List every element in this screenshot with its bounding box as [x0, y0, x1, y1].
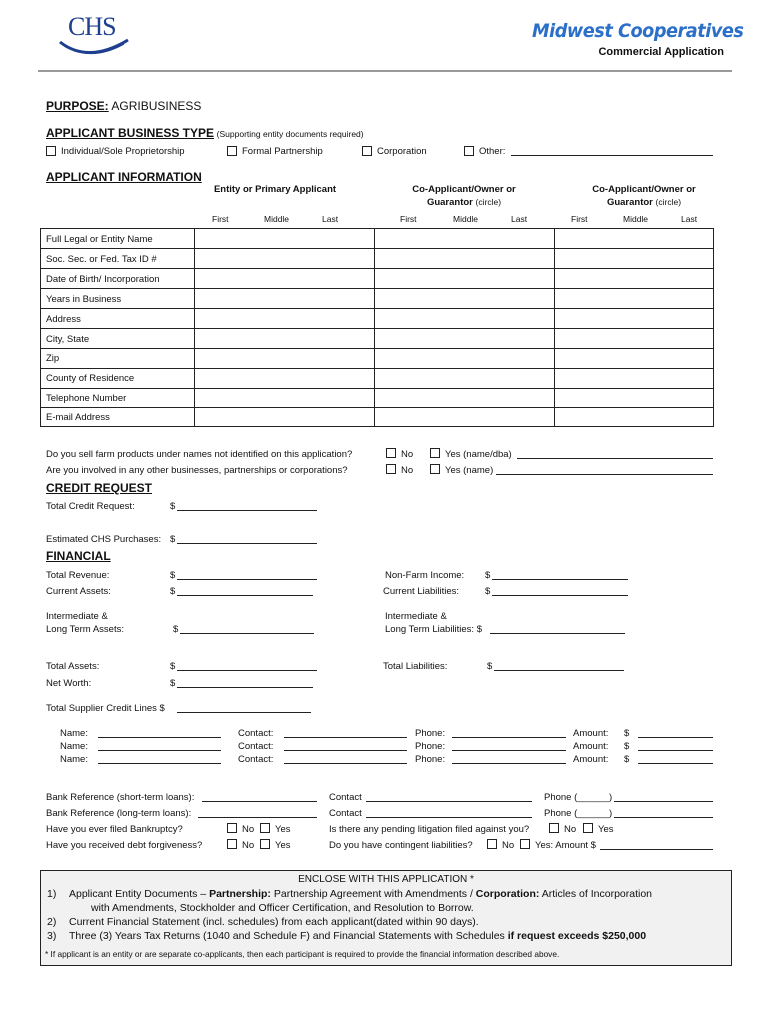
col-coapplicant-1-line2: Guarantor (circle): [426, 197, 502, 208]
supplier-name-label: Name:: [60, 754, 88, 765]
net-worth-label: Net Worth:: [46, 678, 92, 689]
checkbox-contingent-yes[interactable]: [520, 839, 530, 849]
table-row-divider: [40, 407, 714, 408]
sub-first-3: First: [571, 214, 588, 224]
question-other-businesses: Are you involved in any other businesses, partnerships or corporations?: [46, 465, 348, 476]
supplier-amount-label: Amount:: [573, 728, 609, 739]
supplier-name-input[interactable]: [98, 750, 221, 751]
other-input[interactable]: [511, 155, 713, 156]
total-revenue-label: Total Revenue:: [46, 570, 110, 581]
total-assets-input[interactable]: [177, 670, 317, 671]
enclose-box: [40, 870, 732, 966]
table-row-divider: [40, 268, 714, 269]
supplier-contact-input[interactable]: [284, 737, 407, 738]
credit-request-heading: CREDIT REQUEST: [46, 481, 153, 495]
midwest-cooperatives-logo: Midwest Cooperatives: [532, 20, 744, 42]
debt-forgiveness-question: Have you received debt forgiveness?: [46, 840, 203, 851]
checkbox-corporation[interactable]: [362, 146, 372, 156]
sub-last-3: Last: [681, 214, 698, 224]
checkbox-sole-proprietorship[interactable]: [46, 146, 56, 156]
contingent-no-label: No: [502, 840, 515, 851]
bank-long-label: Bank Reference (long-term loans):: [46, 808, 192, 819]
dollar-sign: $: [624, 754, 630, 765]
q2-yes-label: Yes (name): [445, 465, 494, 476]
dollar-sign: $: [170, 501, 176, 512]
dollar-sign: $: [487, 661, 493, 672]
checkbox-other[interactable]: [464, 146, 474, 156]
enclose-item-1-line2: with Amendments, Stockholder and Officer Certification, and Resolution to Borrow.: [91, 902, 474, 914]
dollar-sign: $: [170, 678, 176, 689]
table-row-divider: [40, 328, 714, 329]
bank-short-contact-input[interactable]: [366, 801, 532, 802]
sub-last-1: Last: [322, 214, 339, 224]
option-sole-proprietorship: Individual/Sole Proprietorship: [61, 146, 185, 157]
dollar-sign: $: [173, 624, 179, 635]
non-farm-income-input[interactable]: [492, 579, 628, 580]
row-email: E-mail Address: [46, 412, 110, 423]
bank-short-input[interactable]: [202, 801, 317, 802]
enclose-item-3-num: 3): [47, 930, 57, 942]
purpose-value: AGRIBUSINESS: [111, 99, 202, 113]
bank-long-phone-label: Phone (______): [544, 808, 613, 819]
chs-logo: [58, 12, 130, 56]
row-telephone: Telephone Number: [46, 393, 127, 404]
net-worth-input[interactable]: [177, 687, 313, 688]
col-coapplicant-2-line1: Co-Applicant/Owner or: [592, 184, 696, 195]
intermediate-assets-label-2: Long Term Assets:: [46, 624, 124, 635]
bank-long-contact-input[interactable]: [366, 817, 532, 818]
bank-long-phone-input[interactable]: [614, 817, 713, 818]
q1-dba-input[interactable]: [517, 458, 713, 459]
supplier-amount-input[interactable]: [638, 737, 713, 738]
bank-long-input[interactable]: [198, 817, 317, 818]
enclose-title: ENCLOSE WITH THIS APPLICATION *: [298, 874, 474, 885]
purpose-label: PURPOSE:: [46, 99, 109, 113]
table-row-divider: [40, 368, 714, 369]
bankruptcy-yes-label: Yes: [275, 824, 291, 835]
q2-no-label: No: [401, 465, 414, 476]
supplier-contact-label: Contact:: [238, 741, 274, 752]
supplier-phone-label: Phone:: [415, 741, 446, 752]
dollar-sign: $: [170, 534, 176, 545]
supplier-name-label: Name:: [60, 741, 88, 752]
supplier-amount-input[interactable]: [638, 750, 713, 751]
table-row-divider: [40, 308, 714, 309]
supplier-name-input[interactable]: [98, 763, 221, 764]
forgiveness-yes-label: Yes: [275, 840, 291, 851]
q1-no-label: No: [401, 449, 414, 460]
checkbox-q2-yes[interactable]: [430, 464, 440, 474]
bank-long-contact-label: Contact: [329, 808, 362, 819]
total-credit-input[interactable]: [177, 510, 317, 511]
dollar-sign: $: [624, 741, 630, 752]
intermediate-assets-input[interactable]: [180, 633, 314, 634]
sub-middle-3: Middle: [623, 214, 649, 224]
current-liabilities-input[interactable]: [492, 595, 628, 596]
sub-last-2: Last: [511, 214, 528, 224]
litigation-question: Is there any pending litigation filed against you?: [329, 824, 530, 835]
dollar-sign: $: [170, 570, 176, 581]
business-type-label: APPLICANT BUSINESS TYPE: [46, 126, 215, 140]
current-assets-input[interactable]: [177, 595, 313, 596]
enclose-item-2: Current Financial Statement (incl. schedules) from each applicant(dated within 90 days).: [69, 916, 479, 928]
checkbox-bankruptcy-no[interactable]: [227, 823, 237, 833]
row-zip: Zip: [46, 353, 60, 364]
supplier-phone-input[interactable]: [452, 737, 566, 738]
supplier-phone-label: Phone:: [415, 728, 446, 739]
row-full-legal-name: Full Legal or Entity Name: [46, 234, 153, 245]
supplier-contact-input[interactable]: [284, 763, 407, 764]
forgiveness-no-label: No: [242, 840, 255, 851]
enclose-item-1: Applicant Entity Documents – Partnership: Partnership Agreement with Amendments / Corporation: Articles of Incorporation: [69, 888, 653, 900]
checkbox-q1-no[interactable]: [386, 448, 396, 458]
bank-short-phone-label: Phone (______): [544, 792, 613, 803]
checkbox-bankruptcy-yes[interactable]: [260, 823, 270, 833]
question-farm-products: Do you sell farm products under names not identified on this application?: [46, 449, 353, 460]
total-liabilities-label: Total Liabilities:: [383, 661, 448, 672]
enclose-footnote: * If applicant is an entity or are separate co-applicants, then each participant is required to provide the financial information described above.: [45, 949, 560, 959]
bank-short-phone-input[interactable]: [614, 801, 713, 802]
option-formal-partnership: Formal Partnership: [242, 146, 323, 157]
supplier-credit-input[interactable]: [177, 712, 311, 713]
dollar-sign: $: [624, 728, 630, 739]
contingent-question: Do you have contingent liabilities?: [329, 840, 473, 851]
supplier-contact-label: Contact:: [238, 728, 274, 739]
total-revenue-input[interactable]: [177, 579, 317, 580]
enclose-item-3: Three (3) Years Tax Returns (1040 and Schedule F) and Financial Statements with Schedules if request exceeds $250,000: [69, 930, 647, 942]
checkbox-contingent-no[interactable]: [487, 839, 497, 849]
q2-name-input[interactable]: [496, 474, 713, 475]
row-county: County of Residence: [46, 373, 135, 384]
intermediate-liabilities-input[interactable]: [490, 633, 625, 634]
business-type-note: (Supporting entity documents required): [216, 129, 364, 139]
supplier-name-label: Name:: [60, 728, 88, 739]
bank-short-label: Bank Reference (short-term loans):: [46, 792, 195, 803]
sub-first-2: First: [400, 214, 417, 224]
intermediate-liabilities-label-2: Long Term Liabilities: $: [385, 624, 482, 635]
contingent-yes-label: Yes: Amount $: [535, 840, 596, 851]
current-liabilities-label: Current Liabilities:: [383, 586, 460, 597]
supplier-phone-input[interactable]: [452, 750, 566, 751]
row-city-state: City, State: [46, 334, 90, 345]
litigation-yes-label: Yes: [598, 824, 614, 835]
checkbox-litigation-yes[interactable]: [583, 823, 593, 833]
dollar-sign: $: [170, 586, 176, 597]
row-years-in-business: Years in Business: [46, 294, 122, 305]
intermediate-assets-label-1: Intermediate &: [46, 611, 108, 622]
dollar-sign: $: [485, 570, 491, 581]
col-coapplicant-2-line2: Guarantor (circle): [606, 197, 682, 208]
total-liabilities-input[interactable]: [494, 670, 624, 671]
supplier-phone-input[interactable]: [452, 763, 566, 764]
sub-first-1: First: [212, 214, 229, 224]
non-farm-income-label: Non-Farm Income:: [385, 570, 465, 581]
row-date-of-birth: Date of Birth/ Incorporation: [46, 274, 160, 285]
supplier-phone-label: Phone:: [415, 754, 446, 765]
supplier-amount-input[interactable]: [638, 763, 713, 764]
supplier-amount-label: Amount:: [573, 741, 609, 752]
dollar-sign: $: [170, 661, 176, 672]
table-row-divider: [40, 388, 714, 389]
total-credit-label: Total Credit Request:: [46, 501, 135, 512]
intermediate-liabilities-label-1: Intermediate &: [385, 611, 447, 622]
supplier-name-input[interactable]: [98, 737, 221, 738]
row-tax-id: Soc. Sec. or Fed. Tax ID #: [46, 254, 157, 265]
purpose-line: [46, 99, 201, 113]
header-divider: [38, 70, 732, 72]
estimated-purchases-label: Estimated CHS Purchases:: [46, 534, 162, 545]
bank-short-contact-label: Contact: [329, 792, 362, 803]
table-row-divider: [40, 288, 714, 289]
bankruptcy-no-label: No: [242, 824, 255, 835]
checkbox-q1-yes[interactable]: [430, 448, 440, 458]
financial-heading: FINANCIAL: [46, 549, 111, 563]
row-address: Address: [46, 314, 81, 325]
business-type-heading: [46, 126, 364, 140]
dollar-sign: $: [485, 586, 491, 597]
enclose-item-1-num: 1): [47, 888, 57, 900]
bankruptcy-question: Have you ever filed Bankruptcy?: [46, 824, 183, 835]
current-assets-label: Current Assets:: [46, 586, 111, 597]
option-other: Other:: [479, 146, 506, 157]
table-row-divider: [40, 348, 714, 349]
litigation-no-label: No: [564, 824, 577, 835]
col-entity-primary: Entity or Primary Applicant: [213, 184, 337, 195]
q1-yes-label: Yes (name/dba): [445, 449, 512, 460]
checkbox-forgiveness-yes[interactable]: [260, 839, 270, 849]
table-row-divider: [40, 248, 714, 249]
total-assets-label: Total Assets:: [46, 661, 100, 672]
col-coapplicant-1-line1: Co-Applicant/Owner or: [412, 184, 516, 195]
checkbox-formal-partnership[interactable]: [227, 146, 237, 156]
chs-logo-text: CHS: [68, 12, 116, 41]
option-corporation: Corporation: [377, 146, 427, 157]
checkbox-forgiveness-no[interactable]: [227, 839, 237, 849]
checkbox-litigation-no[interactable]: [549, 823, 559, 833]
enclose-item-2-num: 2): [47, 916, 57, 928]
checkbox-q2-no[interactable]: [386, 464, 396, 474]
estimated-purchases-input[interactable]: [177, 543, 317, 544]
sub-middle-1: Middle: [264, 214, 290, 224]
supplier-contact-input[interactable]: [284, 750, 407, 751]
applicant-info-heading: APPLICANT INFORMATION: [46, 170, 202, 184]
supplier-contact-label: Contact:: [238, 754, 274, 765]
supplier-credit-label: Total Supplier Credit Lines $: [46, 703, 165, 714]
sub-middle-2: Middle: [453, 214, 479, 224]
contingent-amount-input[interactable]: [600, 849, 713, 850]
form-title: Commercial Application: [598, 46, 724, 58]
supplier-amount-label: Amount:: [573, 754, 609, 765]
